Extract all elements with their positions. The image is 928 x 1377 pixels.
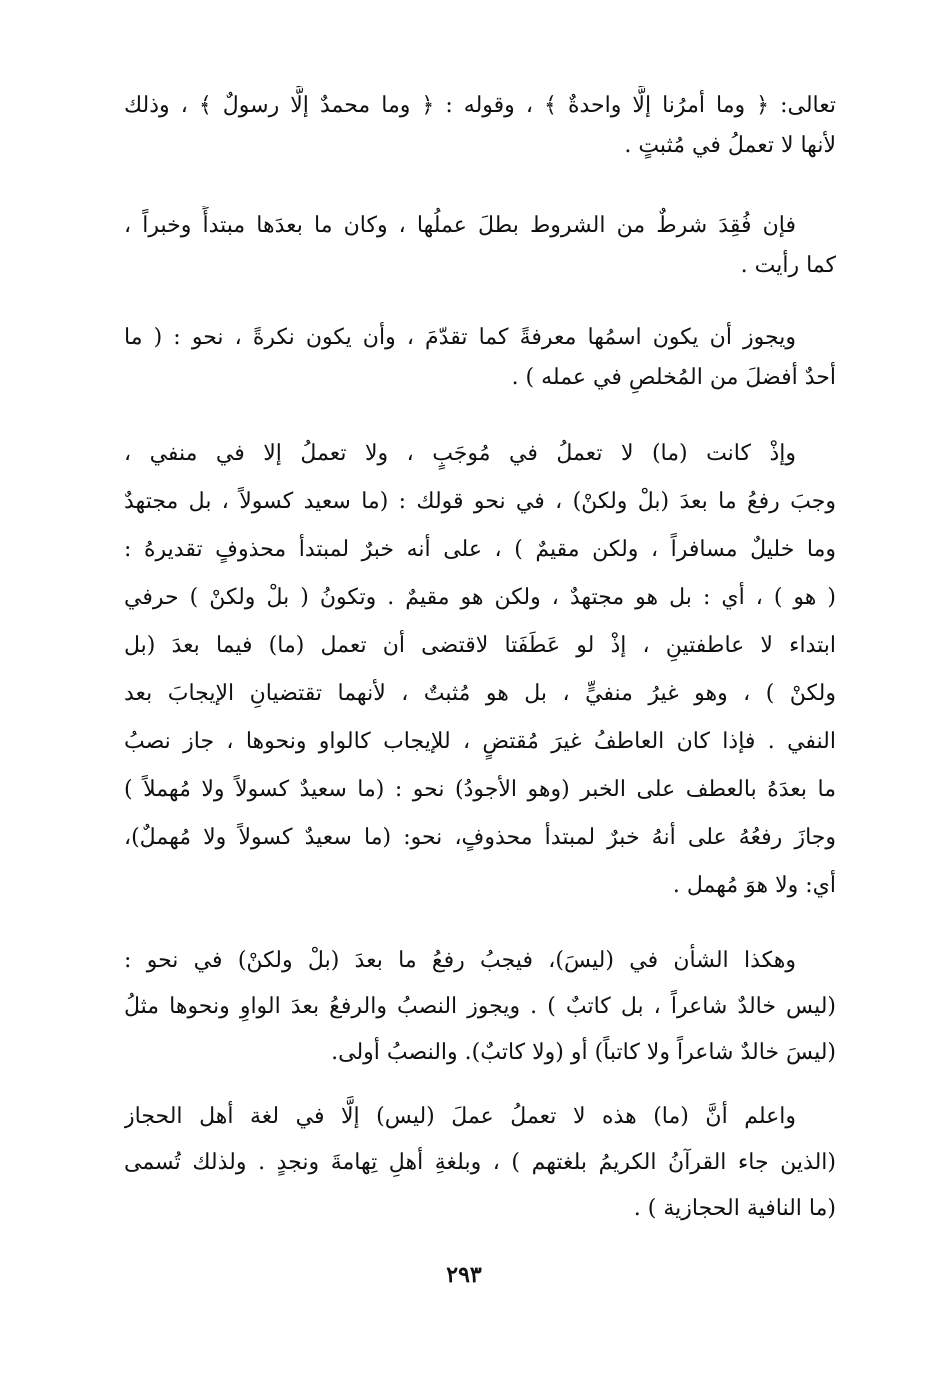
text-line: وجبَ رفعُ ما بعدَ (بلْ ولكنْ) ، في نحو قولك : (ما سعيد كسولاً ، بل مجتهدٌ	[124, 489, 836, 514]
paragraph-2	[124, 206, 836, 286]
text-line: ابتداء لا عاطفتينِ ، إذْ لو عَطَفَتا لاقتضى أن تعمل (ما) فيما بعدَ (بل	[124, 633, 836, 658]
text-line: وهكذا الشأن في (ليسَ)، فيجبُ رفعُ ما بعدَ (بلْ ولكنْ) في نحو :	[124, 948, 796, 973]
text-line: كما رأيت .	[740, 253, 836, 278]
paragraph-3	[124, 318, 836, 398]
text-line: (ليس خالدٌ شاعراً ، بل كاتبٌ ) . ويجوز النصبُ والرفعُ بعدَ الواوِ ونحوها مثلُ	[124, 994, 836, 1019]
text-line: النفي . فإذا كان العاطفُ غيرَ مُقتضٍ ، للإيجاب كالواو ونحوها ، جاز نصبُ	[124, 729, 836, 754]
text-line: ويجوز أن يكون اسمُها معرفةً كما تقدّمَ ، وأن يكون نكرةً ، نحو : ( ما	[124, 325, 796, 350]
text-line: (ما النافية الحجازية ) .	[633, 1196, 836, 1221]
text-line: ما بعدَهُ بالعطف على الخبر (وهو الأجودُ) نحو : (ما سعيدٌ كسولاً ولا مُهملاً )	[124, 777, 836, 802]
page-number: ٢٩٣	[446, 1262, 482, 1288]
text-line: وما خليلٌ مسافراً ، ولكن مقيمٌ ) ، على أنه خبرٌ لمبتدأ محذوفٍ تقديرهُ :	[124, 537, 836, 562]
text-line: ولكنْ ) ، وهو غيرُ منفيٍّ ، بل هو مُثبتٌ ، لأنهما تقتضيانِ الإيجابَ بعد	[124, 681, 836, 706]
text-line: (ليسَ خالدٌ شاعراً ولا كاتباً) أو (ولا كاتبٌ). والنصبُ أولى.	[331, 1040, 836, 1065]
text-line: وإذْ كانت (ما) لا تعملُ في مُوجَبٍ ، ولا تعملُ إلا في منفي ،	[124, 441, 796, 466]
text-line: وجازَ رفعُهُ على أنهُ خبرٌ لمبتدأ محذوفٍ، نحو: (ما سعيدٌ كسولاً ولا مُهملٌ)،	[124, 825, 836, 850]
paragraph-5	[124, 938, 836, 1076]
paragraph-4	[124, 430, 836, 910]
text-line: (الذين جاء القرآنُ الكريمُ بلغتهم ) ، وبلغةِ أهلِ تِهامةَ ونجدٍ . ولذلك تُسمى	[124, 1150, 836, 1175]
paragraph-6	[124, 1094, 836, 1232]
text-line: تعالى: ﴿ وما أمرُنا إلَّا واحدةٌ ﴾ ، وقوله : ﴿ وما محمدٌ إلَّا رسولٌ ﴾ ، وذلك	[124, 93, 836, 118]
text-line: أحدٌ أفضلَ من المُخلصِ في عمله ) .	[511, 365, 836, 390]
paragraph-1	[124, 86, 836, 166]
text-line: لأنها لا تعملُ في مُثبتٍ .	[624, 133, 836, 158]
text-line: فإن فُقِدَ شرطٌ من الشروط بطلَ عملُها ، وكان ما بعدَها مبتدأً وخبراً ،	[124, 213, 796, 238]
text-line: ( هو ) ، أي : بل هو مجتهدٌ ، ولكن هو مقيمٌ . وتكونُ ( بلْ ولكنْ ) حرفي	[124, 585, 836, 610]
text-line: أي: ولا هوَ مُهمل .	[672, 873, 836, 898]
text-line: واعلم أنَّ (ما) هذه لا تعملُ عملَ (ليس) إلَّا في لغة أهل الحجاز	[124, 1104, 796, 1129]
